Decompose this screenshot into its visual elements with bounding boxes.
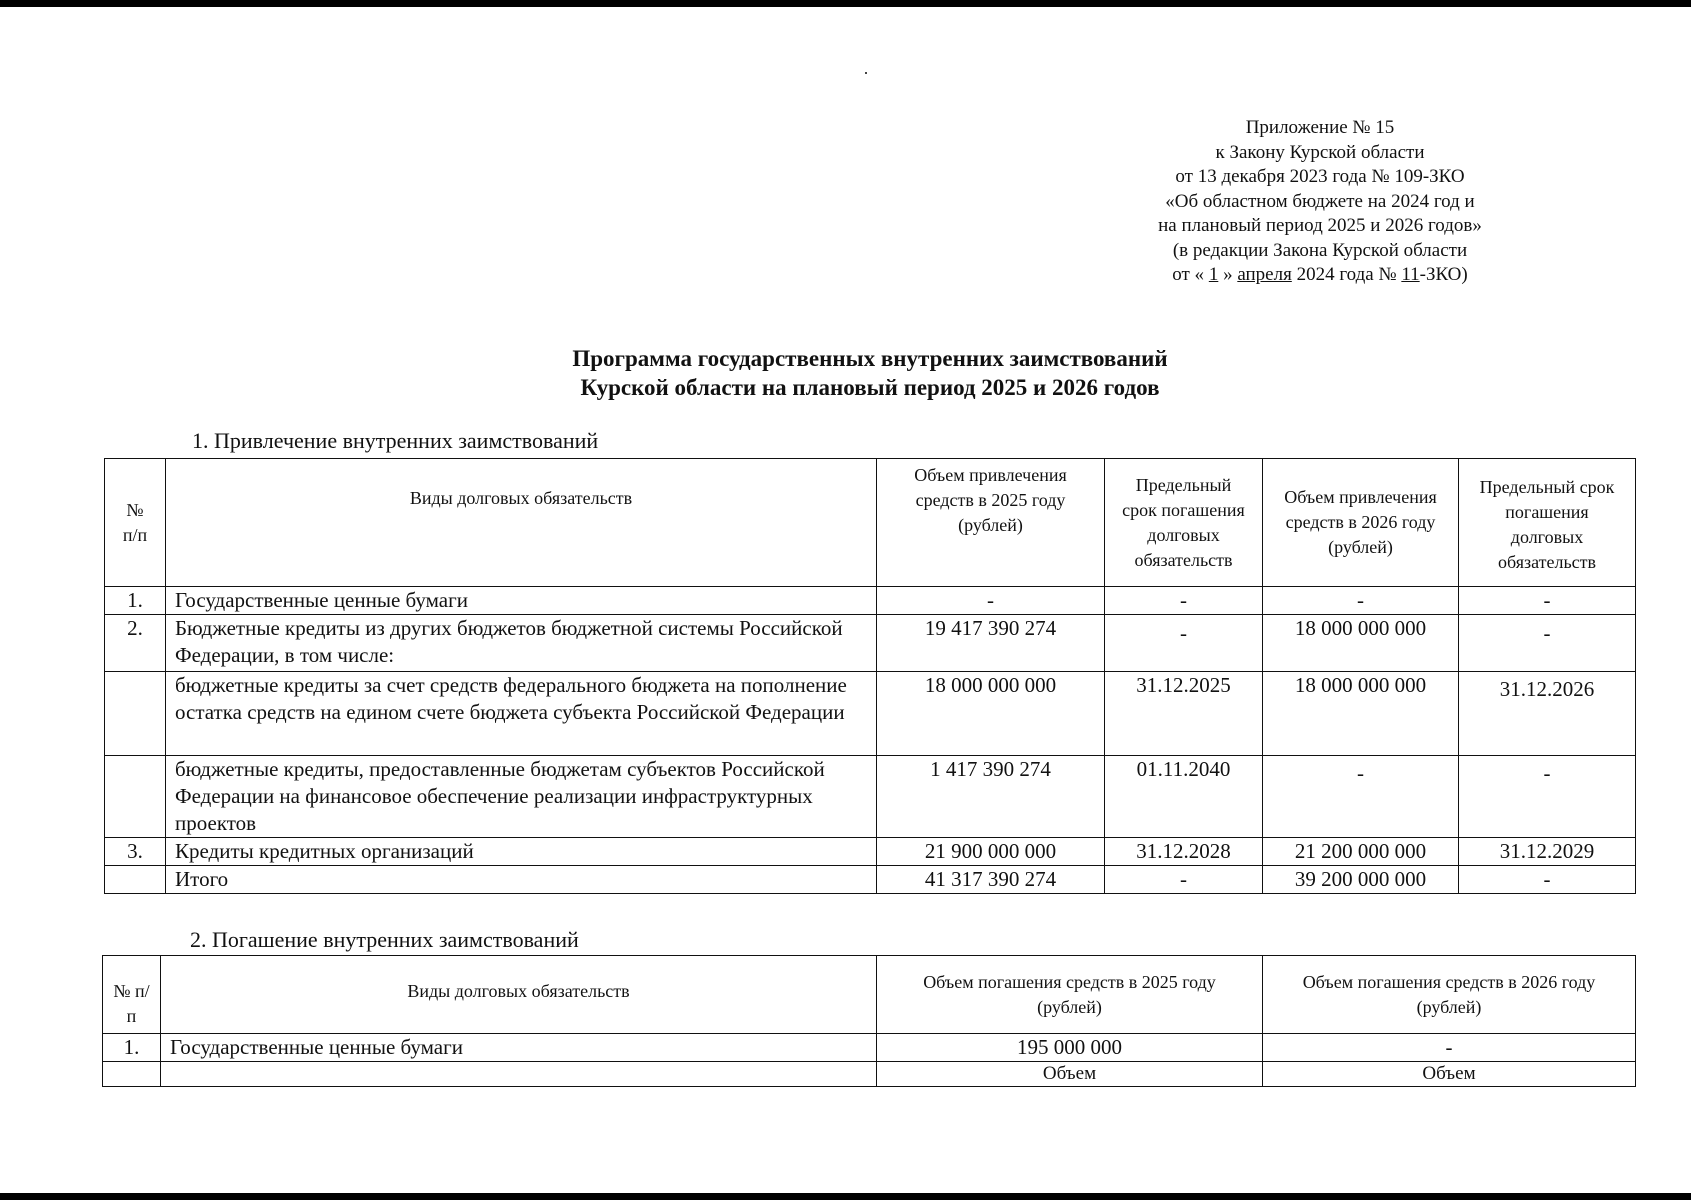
cell-volume-2026: Объем (1263, 1062, 1636, 1087)
cell-volume-2026: - (1263, 756, 1459, 838)
section2-heading: 2. Погашение внутренних заимствований (190, 927, 579, 952)
title-line: Курской области на плановый период 2025 и 2026 годов (580, 375, 1160, 400)
table-row-total (105, 866, 1636, 894)
header-volume-2025: Объем привлечения средств в 2025 году (рублей) (877, 459, 1105, 587)
appendix-line: к Закону Курской области (1215, 141, 1425, 163)
cell-num (103, 1062, 161, 1087)
cell-debt-type: Итого (166, 866, 877, 894)
header-term-2026: Предельный срок погашения долговых обязательств (1459, 459, 1636, 587)
table-row (103, 1062, 1636, 1087)
header-volume-2025: Объем погашения средств в 2025 году (рублей) (877, 956, 1263, 1034)
appendix-line: (в редакции Закона Курской области (1172, 239, 1468, 261)
cell-num: 1. (105, 587, 166, 615)
table-header-row (103, 956, 1636, 1034)
cell-debt-type: бюджетные кредиты, предоставленные бюджетам субъектов Российской Федерации на финансовое обеспечение реализации инфраструктурных проектов (166, 756, 877, 838)
cell-volume-2026: - (1263, 587, 1459, 615)
scan-speck (865, 72, 867, 74)
scan-border-bottom (0, 1193, 1691, 1200)
cell-debt-type: Кредиты кредитных организаций (166, 838, 877, 866)
appendix-line-date (1110, 263, 1530, 288)
appendix-line: Приложение № 15 (1245, 117, 1395, 138)
appendix-line: на плановый период 2025 и 2026 годов» (1158, 215, 1482, 236)
appendix-month: апреля (1237, 264, 1292, 285)
cell-term-2025: - (1105, 615, 1263, 672)
cell-volume-2026: 18 000 000 000 (1263, 615, 1459, 672)
table-row (105, 838, 1636, 866)
cell-term-2025: 01.11.2040 (1105, 756, 1263, 838)
table-row (105, 615, 1636, 672)
header-volume-2026: Объем привлечения средств в 2026 году (рублей) (1263, 459, 1459, 587)
cell-volume-2025: 19 417 390 274 (877, 615, 1105, 672)
borrowings-attraction-table (104, 458, 1636, 894)
table-row (103, 1034, 1636, 1062)
cell-volume-2026: 21 200 000 000 (1263, 838, 1459, 866)
cell-volume-2025: - (877, 587, 1105, 615)
appendix-header (1110, 116, 1530, 288)
appendix-text: -ЗКО) (1419, 264, 1468, 285)
table-row (105, 756, 1636, 838)
cell-term-2025: - (1105, 866, 1263, 894)
cell-volume-2025: 41 317 390 274 (877, 866, 1105, 894)
table-row (105, 672, 1636, 756)
cell-debt-type: бюджетные кредиты за счет средств федерального бюджета на пополнение остатка средств на едином счете бюджета субъекта Российской Федерации (166, 672, 877, 756)
cell-debt-type: Государственные ценные бумаги (161, 1034, 877, 1062)
appendix-line: «Об областном бюджете на 2024 год и (1165, 190, 1475, 212)
cell-num: 1. (103, 1034, 161, 1062)
cell-num (105, 672, 166, 756)
cell-volume-2025: Объем (877, 1062, 1263, 1087)
appendix-day: 1 (1208, 264, 1219, 285)
cell-term-2025: 31.12.2025 (1105, 672, 1263, 756)
header-num: № п/п (105, 459, 166, 587)
cell-term-2026: 31.12.2029 (1459, 838, 1636, 866)
document-title (400, 344, 1340, 402)
cell-term-2026: - (1459, 587, 1636, 615)
cell-term-2026: 31.12.2026 (1459, 672, 1636, 756)
cell-debt-type: Государственные ценные бумаги (166, 587, 877, 615)
header-volume-2026: Объем погашения средств в 2026 году (рублей) (1263, 956, 1636, 1034)
table-row (105, 587, 1636, 615)
cell-volume-2025: 195 000 000 (877, 1034, 1263, 1062)
scan-border-top (0, 0, 1691, 7)
title-line: Программа государственных внутренних заимствований (572, 346, 1168, 371)
cell-volume-2025: 18 000 000 000 (877, 672, 1105, 756)
appendix-text: 2024 года № (1291, 264, 1402, 285)
header-debt-type: Виды долговых обязательств (161, 956, 877, 1034)
cell-debt-type: Бюджетные кредиты из других бюджетов бюджетной системы Российской Федерации, в том числе: (166, 615, 877, 672)
cell-term-2026: - (1459, 756, 1636, 838)
cell-num: 3. (105, 838, 166, 866)
cell-num: 2. (105, 615, 166, 672)
header-num: № п/п (103, 956, 161, 1034)
cell-volume-2026: - (1263, 1034, 1636, 1062)
cell-term-2025: 31.12.2028 (1105, 838, 1263, 866)
appendix-text: от « (1172, 264, 1209, 285)
appendix-law-number: 11 (1401, 264, 1420, 285)
cell-term-2026: - (1459, 615, 1636, 672)
cell-term-2026: - (1459, 866, 1636, 894)
section1-heading: 1. Привлечение внутренних заимствований (192, 428, 599, 453)
appendix-text: » (1218, 264, 1238, 285)
table-header-row (105, 459, 1636, 587)
cell-volume-2025: 21 900 000 000 (877, 838, 1105, 866)
appendix-line: от 13 декабря 2023 года № 109-ЗКО (1175, 166, 1465, 187)
cell-debt-type (161, 1062, 877, 1087)
cell-term-2025: - (1105, 587, 1263, 615)
cell-num (105, 866, 166, 894)
cell-volume-2025: 1 417 390 274 (877, 756, 1105, 838)
cell-volume-2026: 39 200 000 000 (1263, 866, 1459, 894)
cell-num (105, 756, 166, 838)
borrowings-repayment-table (102, 955, 1636, 1087)
header-term-2025: Предельный срок погашения долговых обязательств (1105, 459, 1263, 587)
header-debt-type: Виды долговых обязательств (166, 459, 877, 587)
cell-volume-2026: 18 000 000 000 (1263, 672, 1459, 756)
